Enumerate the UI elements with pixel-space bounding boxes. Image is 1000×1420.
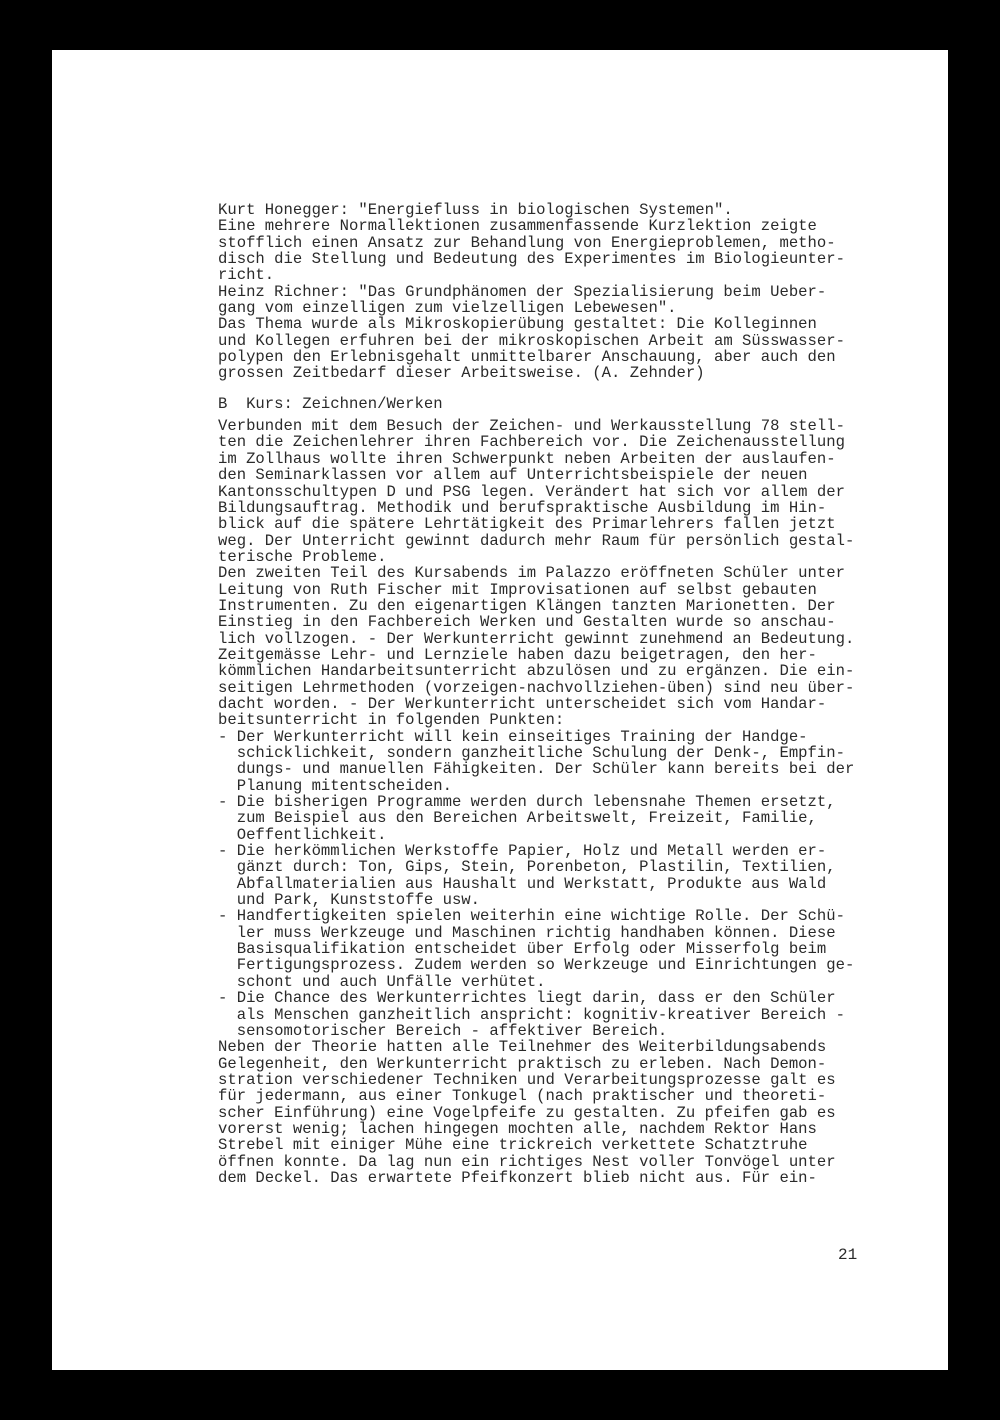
text-line: ten die Zeichenlehrer ihren Fachbereich vor. Die Zeichenausstellung bbox=[218, 433, 845, 452]
text-line: Einstieg in den Fachbereich Werken und Gestalten wurde so anschau- bbox=[218, 613, 836, 632]
body-text bbox=[218, 202, 918, 1186]
text-line: Verbunden mit dem Besuch der Zeichen- und Werkausstellung 78 stell- bbox=[218, 417, 845, 436]
list-item-line: schicklichkeit, sondern ganzheitliche Schulung der Denk-, Empfin- bbox=[218, 744, 845, 762]
list-item-line: Fertigungsprozess. Zudem werden so Werkzeuge und Einrichtungen ge- bbox=[218, 956, 855, 975]
list-item-line: sensomotorischer Bereich - affektiver Bereich. bbox=[218, 1021, 668, 1040]
text-line: beitsunterricht in folgenden Punkten: bbox=[218, 711, 565, 730]
text-line: seitigen Lehrmethoden (vorzeigen-nachvollziehen-üben) sind neu über- bbox=[218, 678, 855, 697]
paragraph-biology bbox=[218, 202, 918, 382]
list-item-line: Oeffentlichkeit. bbox=[218, 825, 387, 844]
list-item-line: - Der Werkunterricht will kein einseitiges Training der Handge- bbox=[218, 727, 808, 746]
section-heading: B Kurs: Zeichnen/Werken bbox=[218, 394, 443, 413]
text-line: dacht worden. - Der Werkunterricht unterscheidet sich vom Handar- bbox=[218, 694, 827, 713]
text-line: Leitung von Ruth Fischer mit Improvisationen auf selbst gebauten bbox=[218, 580, 817, 599]
text-line: kömmlichen Handarbeitsunterricht abzulösen und zu ergänzen. Die ein- bbox=[218, 662, 855, 681]
text-line: im Zollhaus wollte ihren Schwerpunkt neben Arbeiten der auslaufen- bbox=[218, 449, 836, 468]
text-line: lich vollzogen. - Der Werkunterricht gewinnt zunehmend an Bedeutung. bbox=[218, 629, 855, 648]
text-line: Den zweiten Teil des Kursabends im Palazzo eröffneten Schüler unter bbox=[218, 564, 845, 583]
list-item-line: gänzt durch: Ton, Gips, Stein, Porenbeton, Plastilin, Textilien, bbox=[218, 858, 836, 877]
text-line: Gelegenheit, den Werkunterricht praktisch zu erleben. Nach Demon- bbox=[218, 1054, 827, 1073]
text-line: Strebel mit einiger Mühe eine trickreich verkettete Schatztruhe bbox=[218, 1136, 808, 1155]
text-line: disch die Stellung und Bedeutung des Experimentes im Biologieunter- bbox=[218, 250, 845, 269]
list-item-line: dungs- und manuellen Fähigkeiten. Der Schüler kann bereits bei der bbox=[218, 760, 855, 779]
text-line: Neben der Theorie hatten alle Teilnehmer des Weiterbildungsabends bbox=[218, 1038, 827, 1057]
list-item-line: Planung mitentscheiden. bbox=[218, 776, 452, 795]
text-line: Bildungsauftrag. Methodik und berufspraktische Ausbildung im Hin- bbox=[218, 498, 827, 517]
list-item-line: Abfallmaterialien aus Haushalt und Werkstatt, Produkte aus Wald bbox=[218, 874, 827, 893]
text-line: stration verschiedener Techniken und Verarbeitungsprozesse galt es bbox=[218, 1070, 836, 1089]
list-item-line: Basisqualifikation entscheidet über Erfolg oder Misserfolg beim bbox=[218, 940, 827, 959]
list-item-line: ler muss Werkzeuge und Maschinen richtig handhaben können. Diese bbox=[218, 923, 836, 942]
document-page bbox=[52, 50, 948, 1370]
text-line: Zeitgemässe Lehr- und Lernziele haben dazu beigetragen, den her- bbox=[218, 645, 817, 664]
text-line: für jedermann, aus einer Tonkugel (nach praktischer und theoreti- bbox=[218, 1087, 827, 1106]
text-line: Heinz Richner: "Das Grundphänomen der Spezialisierung beim Ueber- bbox=[218, 282, 827, 301]
text-line: polypen den Erlebnisgehalt unmittelbarer Anschauung, aber auch den bbox=[218, 348, 836, 367]
text-line: Kantonsschultypen D und PSG legen. Verändert hat sich vor allem der bbox=[218, 482, 845, 501]
list-item-line: schont und auch Unfälle verhütet. bbox=[218, 972, 546, 991]
list-item-line: - Die Chance des Werkunterrichtes liegt darin, dass er den Schüler bbox=[218, 989, 836, 1008]
text-line: vorerst wenig; lachen hingegen mochten alle, nachdem Rektor Hans bbox=[218, 1119, 817, 1138]
list-item-line: - Die bisherigen Programme werden durch lebensnahe Themen ersetzt, bbox=[218, 793, 836, 812]
text-line: Eine mehrere Normallektionen zusammenfassende Kurzlektion zeigte bbox=[218, 217, 817, 236]
text-line: blick auf die spätere Lehrtätigkeit des Primarlehrers fallen jetzt bbox=[218, 515, 836, 534]
text-line: dem Deckel. Das erwartete Pfeifkonzert blieb nicht aus. Für ein- bbox=[218, 1168, 817, 1187]
text-line: terische Probleme. bbox=[218, 547, 387, 566]
text-line: und Kollegen erfuhren bei der mikroskopischen Arbeit am Süsswasser- bbox=[218, 331, 845, 350]
text-line: Das Thema wurde als Mikroskopierübung gestaltet: Die Kolleginnen bbox=[218, 315, 817, 334]
text-line: den Seminarklassen vor allem auf Unterrichtsbeispiele der neuen bbox=[218, 466, 808, 485]
text-line: öffnen konnte. Da lag nun ein richtiges Nest voller Tonvögel unter bbox=[218, 1152, 836, 1171]
list-item-line: - Handfertigkeiten spielen weiterhin eine wichtige Rolle. Der Schü- bbox=[218, 907, 845, 926]
list-item-line: als Menschen ganzheitlich anspricht: kognitiv-kreativer Bereich - bbox=[218, 1005, 845, 1024]
text-line: grossen Zeitbedarf dieser Arbeitsweise. (A. Zehnder) bbox=[218, 364, 705, 383]
text-line: scher Einführung) eine Vogelpfeife zu gestalten. Zu pfeifen gab es bbox=[218, 1103, 836, 1122]
text-line: stofflich einen Ansatz zur Behandlung von Energieproblemen, metho- bbox=[218, 233, 836, 252]
text-line: Kurt Honegger: "Energiefluss in biologischen Systemen". bbox=[218, 201, 733, 219]
list-item-line: und Park, Kunststoffe usw. bbox=[218, 891, 481, 910]
text-line: richt. bbox=[218, 266, 275, 285]
text-line: gang vom einzelligen zum vielzelligen Lebewesen". bbox=[218, 299, 677, 318]
paragraph-drawing-crafts bbox=[218, 418, 918, 1186]
text-line: weg. Der Unterricht gewinnt dadurch mehr Raum für persönlich gestal- bbox=[218, 531, 855, 550]
page-number: 21 bbox=[838, 1246, 858, 1264]
text-line: Instrumenten. Zu den eigenartigen Klängen tanzten Marionetten. Der bbox=[218, 596, 836, 615]
list-item-line: - Die herkömmlichen Werkstoffe Papier, Holz und Metall werden er- bbox=[218, 842, 827, 861]
list-item-line: zum Beispiel aus den Bereichen Arbeitswelt, Freizeit, Familie, bbox=[218, 809, 817, 828]
